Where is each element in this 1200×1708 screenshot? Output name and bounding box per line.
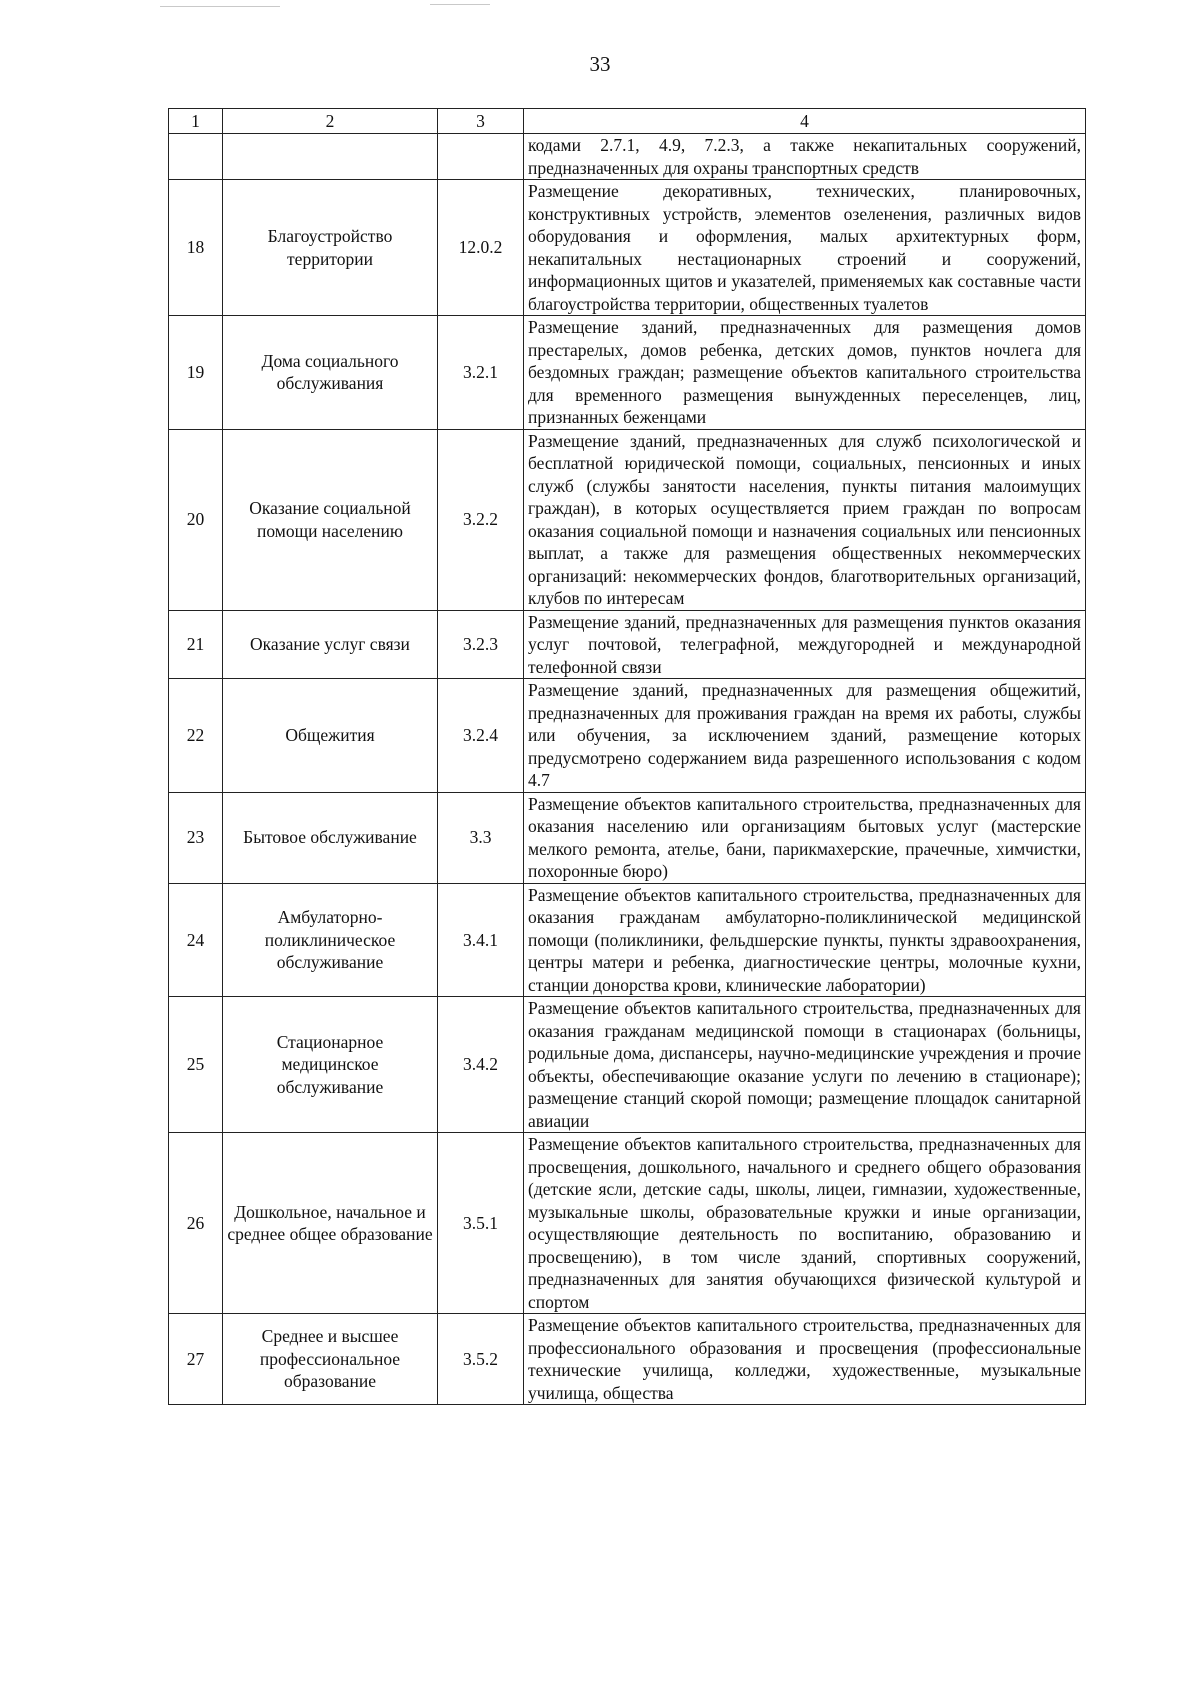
- description-cell: Размещение объектов капитального строительства, предназначенных для оказания населению или организациям бытовых услуг (мастерские мелкого ремонта, ателье, бани, парикмахерские, прачечные, химчистки, похоронные бюро): [524, 792, 1086, 883]
- description-cell: Размещение объектов капитального строительства, предназначенных для оказания гражданам медицинской помощи в стационарах (больницы, родильные дома, диспансеры, научно-медицинские учреждения и прочие объекты, обеспечивающие оказание услуги по лечению в стационаре); размещение станций скорой помощи; размещение площадок санитарной авиации: [524, 997, 1086, 1133]
- description-cell: Размещение зданий, предназначенных для размещения общежитий, предназначенных для проживания граждан на время их работы, службы или обучения, за исключением зданий, размещение которых предусмотрено содержанием вида разрешенного использования с кодом 4.7: [524, 679, 1086, 793]
- table-row: [169, 792, 1086, 883]
- row-number-cell: 18: [169, 180, 223, 316]
- row-number-cell: [169, 134, 223, 180]
- description-cell: Размещение зданий, предназначенных для размещения домов престарелых, домов ребенка, детских домов, пунктов ночлега для бездомных граждан; размещение объектов капитального строительства для временного размещения вынужденных переселенцев, лиц, признанных беженцами: [524, 316, 1086, 430]
- table-row: [169, 883, 1086, 997]
- row-number-cell: 22: [169, 679, 223, 793]
- row-number-cell: 26: [169, 1133, 223, 1314]
- table-row: [169, 180, 1086, 316]
- page-number: 33: [589, 52, 611, 76]
- row-number-cell: 24: [169, 883, 223, 997]
- table-row: [169, 134, 1086, 180]
- use-name-cell: Благоустройство территории: [223, 180, 438, 316]
- header-cell: 4: [524, 109, 1086, 134]
- use-name-cell: Дошкольное, начальное и среднее общее образование: [223, 1133, 438, 1314]
- row-number-cell: 27: [169, 1314, 223, 1405]
- code-cell: 3.2.4: [438, 679, 524, 793]
- use-name-cell: Общежития: [223, 679, 438, 793]
- code-cell: 3.2.3: [438, 610, 524, 679]
- code-cell: 3.4.2: [438, 997, 524, 1133]
- table-row: [169, 679, 1086, 793]
- use-name-cell: Стационарное медицинское обслуживание: [223, 997, 438, 1133]
- code-cell: 3.3: [438, 792, 524, 883]
- row-number-cell: 23: [169, 792, 223, 883]
- header-cell: 2: [223, 109, 438, 134]
- use-name-cell: Оказание социальной помощи населению: [223, 429, 438, 610]
- code-cell: 3.2.1: [438, 316, 524, 430]
- row-number-cell: 21: [169, 610, 223, 679]
- description-cell: кодами 2.7.1, 4.9, 7.2.3, а также некапитальных сооружений, предназначенных для охраны транспортных средств: [524, 134, 1086, 180]
- description-cell: Размещение объектов капитального строительства, предназначенных для оказания гражданам амбулаторно-поликлинической медицинской помощи (поликлиники, фельдшерские пункты, пункты здравоохранения, центры матери и ребенка, диагностические центры, молочные кухни, станции донорства крови, клинические лаборатории): [524, 883, 1086, 997]
- use-name-cell: Среднее и высшее профессиональное образование: [223, 1314, 438, 1405]
- table-row: [169, 997, 1086, 1133]
- use-name-cell: Дома социального обслуживания: [223, 316, 438, 430]
- code-cell: 3.5.1: [438, 1133, 524, 1314]
- row-number-cell: 20: [169, 429, 223, 610]
- code-cell: [438, 134, 524, 180]
- table-row: [169, 610, 1086, 679]
- row-number-cell: 19: [169, 316, 223, 430]
- scan-artifact: [160, 6, 280, 7]
- table-row: [169, 1314, 1086, 1405]
- description-cell: Размещение зданий, предназначенных для служб психологической и бесплатной юридической помощи, социальных, пенсионных и иных служб (службы занятости населения, пункты питания малоимущих граждан), в которых осуществляется прием граждан по вопросам оказания социальной помощи и назначения социальных или пенсионных выплат, а также для размещения общественных некоммерческих организаций: некоммерческих фондов, благотворительных организаций, клубов по интересам: [524, 429, 1086, 610]
- use-name-cell: Амбулаторно-поликлиническое обслуживание: [223, 883, 438, 997]
- use-name-cell: Оказание услуг связи: [223, 610, 438, 679]
- description-cell: Размещение зданий, предназначенных для размещения пунктов оказания услуг почтовой, телеграфной, междугородней и международной телефонной связи: [524, 610, 1086, 679]
- code-cell: 3.4.1: [438, 883, 524, 997]
- row-number-cell: 25: [169, 997, 223, 1133]
- code-cell: 3.5.2: [438, 1314, 524, 1405]
- description-cell: Размещение объектов капитального строительства, предназначенных для профессионального образования и просвещения (профессиональные технические училища, колледжи, художественные, музыкальные училища, общества: [524, 1314, 1086, 1405]
- land-use-table: [168, 108, 1086, 1405]
- table-row: [169, 1133, 1086, 1314]
- scan-artifact: [430, 4, 490, 5]
- description-cell: Размещение объектов капитального строительства, предназначенных для просвещения, дошкольного, начального и среднего общего образования (детские ясли, детские сады, школы, лицеи, гимназии, художественные, музыкальные школы, образовательные кружки и иные организации, осуществляющие деятельность по воспитанию, образованию и просвещению), в том числе зданий, спортивных сооружений, предназначенных для занятия обучающихся физической культурой и спортом: [524, 1133, 1086, 1314]
- header-cell: 1: [169, 109, 223, 134]
- description-cell: Размещение декоративных, технических, планировочных, конструктивных устройств, элементов озеленения, различных видов оборудования и оформления, малых архитектурных форм, некапитальных нестационарных строений и сооружений, информационных щитов и указателей, применяемых как составные части благоустройства территории, общественных туалетов: [524, 180, 1086, 316]
- header-cell: 3: [438, 109, 524, 134]
- use-name-cell: Бытовое обслуживание: [223, 792, 438, 883]
- code-cell: 3.2.2: [438, 429, 524, 610]
- header-row: [169, 109, 1086, 134]
- table-row: [169, 316, 1086, 430]
- table-row: [169, 429, 1086, 610]
- code-cell: 12.0.2: [438, 180, 524, 316]
- use-name-cell: [223, 134, 438, 180]
